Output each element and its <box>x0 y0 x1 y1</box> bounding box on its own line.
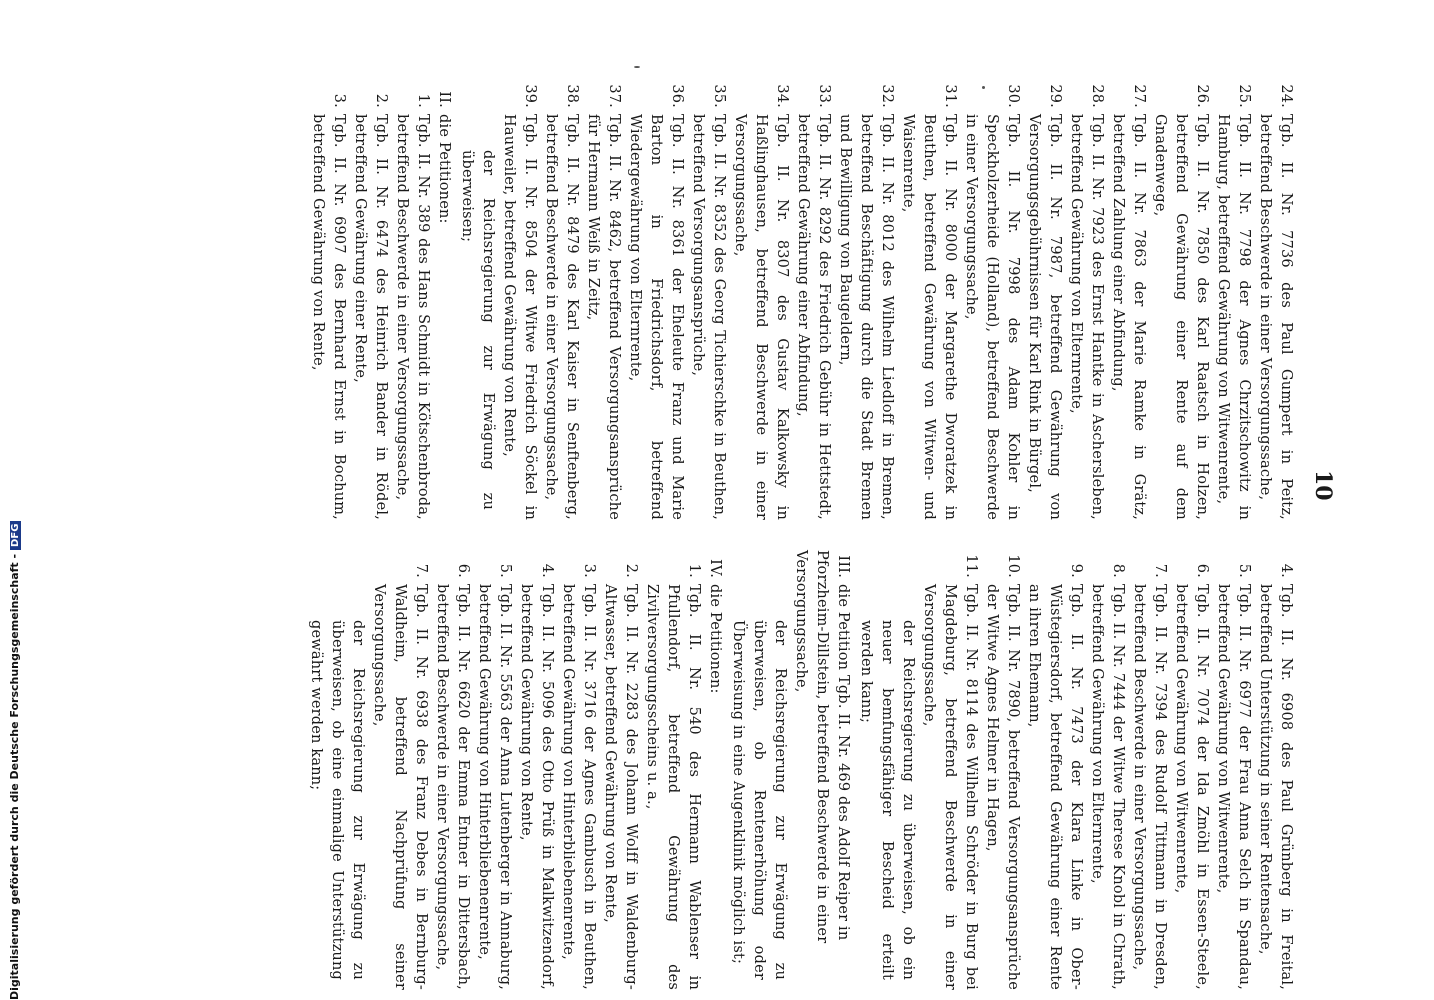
entry-number: 24. <box>1278 84 1294 108</box>
entry-text: Tgb. II. Nr. 7987, betreffend Gewährung von Versorgungsgebührnissen für Karl Rink in Bürgel, <box>1026 114 1063 520</box>
petition-entry <box>1170 550 1212 990</box>
entry-number: 30. <box>1005 84 1021 108</box>
petition-entry <box>391 80 433 520</box>
petition-entry <box>1212 80 1254 520</box>
petition-entry <box>498 80 540 520</box>
section-numeral: II. <box>436 91 452 108</box>
entry-text: Tgb. II. Nr. 8012 des Wilhelm Liedloff in Bremen, betreffend Beschäftigung durch die Stadt Bremen und Bewilligung von Baugeldern, <box>837 114 895 520</box>
entry-text: Tgb. II. Nr. 8462, betreffend Versorgungsansprüche für Hermann Weiß in Zeitz, <box>585 114 622 520</box>
petition-entry <box>431 550 473 990</box>
entry-text: Tgb. II. Nr. 6908 des Paul Grünberg in Freital, betreffend Unterstützung in seiner Rentensache, <box>1257 584 1294 990</box>
entry-number: 28. <box>1089 84 1105 108</box>
petition-entry <box>1254 550 1296 990</box>
dfg-logo: DFG <box>10 521 21 550</box>
entry-number: 35. <box>711 84 727 108</box>
entry-number: 34. <box>774 84 790 108</box>
credit-text: Digitalisierung gefördert durch die Deutsche Forschungsgemeinschaft - <box>8 553 21 1000</box>
entry-number: 4. <box>1278 563 1294 578</box>
petition-entry <box>1212 550 1254 990</box>
entry-text: Tgb. II. Nr. 2283 des Johann Wolff in Waldenburg-Altwasser, betreffend Gewährung von Rente, <box>602 584 639 990</box>
entry-text: Tgb. II. Nr. 7850 des Karl Raatsch in Holzen, betreffend Gewährung einer Rente auf dem Gnadenwege, <box>1152 114 1210 520</box>
right-column <box>305 550 1296 990</box>
entry-text: Tgb. II. Nr. 5096 des Otto Prüß in Malkwitzendorf, betreffend Gewährung von Rente, <box>518 584 555 990</box>
entry-text: Tgb. II. Nr. 6907 des Bernhard Ernst in Bochum, betreffend Gewährung von Rente, <box>310 114 347 520</box>
entry-number: 5. <box>1236 563 1252 578</box>
petition-entry <box>834 80 897 520</box>
section-numeral: IV. <box>707 559 723 578</box>
resolution-text: der Reichsregierung zur Erwägung zu überweisen; <box>459 150 496 510</box>
petition-entry <box>1128 550 1170 990</box>
petition-entry <box>515 550 557 990</box>
entry-text: Tgb. II. Nr. 8292 des Friedrich Gebühr in Hettstedt, betreffend Gewährung einer Abfindung, <box>795 114 832 520</box>
entry-text: Tgb. II. Nr. 8114 des Wilhelm Schröder in Burg bei Magdeburg, betreffend Beschwerde in einer Versorgungssache, <box>921 584 979 990</box>
section-text: die Petition Tgb. II. Nr. 469 des Adolf Reiper in Pforzheim-Dillstein, betreffend Beschwerde in einer Versorgungssache, <box>793 550 851 944</box>
scan-speck <box>634 66 640 68</box>
petition-entry <box>307 80 349 520</box>
entry-number: 29. <box>1047 84 1063 108</box>
entry-text: Tgb. II. Nr. 7444 der Witwe Therese Knobl in Chrath, betreffend Gewährung von Elternrente, <box>1089 584 1126 990</box>
entry-text: Tgb. II. Nr. 8361 der Eheleute Franz und Marie Barton in Friedrichsdorf, betreffend Wiedergewährung von Elternrente, <box>627 114 685 520</box>
petition-entry <box>1065 80 1107 520</box>
entry-number: 39. <box>522 84 538 108</box>
entry-number: 38. <box>564 84 580 108</box>
entry-number: 11. <box>963 554 979 578</box>
entry-number: 31. <box>942 84 958 108</box>
page-number: 10 <box>1310 470 1336 501</box>
petition-entry <box>981 550 1023 990</box>
entry-text: Tgb. II. Nr. 7923 des Ernst Hantke in Aschersleben, betreffend Gewährung von Elternrente, <box>1068 114 1105 520</box>
section-heading <box>433 80 454 520</box>
entry-text: Tgb. II. Nr. 7394 des Rudolf Tittmann in Dresden, betreffend Beschwerde in einer Versorgungssache, <box>1131 584 1168 990</box>
entry-number: 6. <box>455 563 471 578</box>
petition-entry <box>729 80 792 520</box>
entry-text: Tgb. II. Nr. 7074 der Ida Zmöhl in Essen-Steele, betreffend Gewährung von Witwenrente, <box>1173 584 1210 990</box>
entry-number: 37. <box>606 84 622 108</box>
petition-entry <box>599 550 641 990</box>
section-numeral: III. <box>835 555 851 578</box>
petition-entry <box>918 550 981 990</box>
entry-text: Tgb. II. Nr. 6977 der Frau Anna Selch in Spandau, betreffend Gewährung von Witwenrente, <box>1215 584 1252 990</box>
entry-text: Tgb. II. Nr. 8307 des Gustav Kalkowsky in Haßlinghausen, betreffend Beschwerde in einer Versorgungssache, <box>732 114 790 520</box>
petition-entry <box>368 550 431 990</box>
petition-entry <box>1254 80 1296 520</box>
petition-entry <box>624 80 687 520</box>
entry-text: Tgb. II. Nr. 6474 des Heinrich Bander in Rödel, betreffend Gewährung einer Rente, <box>352 114 389 520</box>
entry-number: 1. <box>686 563 702 578</box>
entry-text: Tgb. II. Nr. 5563 der Anna Lutenberger in Annaburg, betreffend Gewährung von Hinterbliebenenrente, <box>476 584 513 990</box>
entry-number: 5. <box>497 563 513 578</box>
entry-text: Tgb. II. Nr. 389 des Hans Schmidt in Kötschenbroda, betreffend Beschwerde in einer Versorgungssache, <box>394 114 431 520</box>
petition-entry <box>540 80 582 520</box>
petition-entry <box>641 550 704 990</box>
entry-text: Tgb. II. Nr. 8000 der Margarethe Dworatzek in Beuthen, betreffend Gewährung von Witwen- und Waisenrente, <box>900 114 958 520</box>
entry-text: Tgb. II. Nr. 7998 des Adam Kohler in Speckholzerheide (Holland), betreffend Beschwerde in einer Versorgungssache, <box>963 114 1021 520</box>
entry-number: 26. <box>1194 84 1210 108</box>
section-heading <box>790 550 853 990</box>
entry-number: 7. <box>413 563 429 578</box>
entry-number: 2. <box>373 93 389 108</box>
entry-number: 3. <box>581 563 597 578</box>
entry-number: 7. <box>1152 563 1168 578</box>
petition-entry <box>792 80 834 520</box>
section-text: die Petitionen: <box>707 584 723 694</box>
entry-text: Tgb. II. Nr. 7736 des Paul Gumpert in Peitz, betreffend Beschwerde in einer Versorgungssache, <box>1257 114 1294 520</box>
entry-number: 2. <box>623 563 639 578</box>
entry-number: 32. <box>879 84 895 108</box>
entry-number: 3. <box>331 93 347 108</box>
entry-number: 4. <box>539 563 555 578</box>
entry-number: 27. <box>1131 84 1147 108</box>
entry-number: 6. <box>1194 563 1210 578</box>
entry-text: Tgb. II. Nr. 7863 der Marie Ramke in Grätz, betreffend Zahlung einer Abfindung, <box>1110 114 1147 520</box>
petition-entry <box>557 550 599 990</box>
entry-number: 8. <box>1110 563 1126 578</box>
petition-entry <box>582 80 624 520</box>
petition-entry <box>473 550 515 990</box>
petition-entry <box>897 80 960 520</box>
petition-entry <box>1023 80 1065 520</box>
entry-text: Tgb. II. Nr. 7890, betreffend Versorgungsansprüche der Witwe Agnes Helmer in Hagen, <box>984 584 1021 990</box>
entry-text: Tgb. II. Nr. 540 des Hermann Wablenser in Pfullendorf, betreffend Gewährung des Zivilversorgungsscheins u. a., <box>644 584 702 990</box>
scan-speck <box>982 86 985 89</box>
entry-text: Tgb. II. Nr. 8504 der Witwe Friedrich Söckel in Hauweiler, betreffend Gewährung von Rente, <box>501 114 538 520</box>
entry-number: 33. <box>816 84 832 108</box>
entry-number: 10. <box>1005 554 1021 578</box>
entry-text: Tgb. II. Nr. 6620 der Emma Entner in Dittersbach, betreffend Beschwerde in einer Versorgungssache, <box>434 584 471 990</box>
entry-text: Tgb. II. Nr. 7798 der Agnes Chrzitschowitz in Hamburg, betreffend Gewährung von Witwenrente, <box>1215 114 1252 520</box>
resolution-text: der Reichsregierung zur Erwägung zu überweisen, ob Rentenerhöhung oder Überweisung in eine Augenklinik möglich ist; <box>730 620 788 980</box>
petition-entry <box>1149 80 1212 520</box>
digitization-credit <box>8 523 21 1000</box>
resolution-text: der Reichsregierung zu überweisen, ob ein neuer bemfungsfähiger Bescheid erteilt werden kann; <box>858 620 916 980</box>
entry-text: Tgb. II. Nr. 7473 der Klara Linke in Ober-Wüstegiersdorf, betreffend Gewährung einer Rente an ihren Ehemann, <box>1026 584 1084 990</box>
petition-entry <box>687 80 729 520</box>
entry-number: 25. <box>1236 84 1252 108</box>
entry-text: Tgb. II. Nr. 6938 des Franz Debes in Bernburg-Waldheim, betreffend Nachprüfung seiner Versorgungssache, <box>371 584 429 990</box>
petition-entry <box>1107 80 1149 520</box>
entry-text: Tgb. II. Nr. 8479 des Karl Kaiser in Senftenberg, betreffend Beschwerde in einer Versorgungssache, <box>543 114 580 520</box>
left-column <box>307 80 1296 520</box>
entry-number: 36. <box>669 84 685 108</box>
resolution-text: der Reichsregierung zur Erwägung zu überweisen, ob eine einmalige Unterstützung gewährt werden kann; <box>308 620 366 980</box>
petition-entry <box>1023 550 1086 990</box>
entry-text: Tgb. II. Nr. 3716 der Agnes Gambusch in Beuthen, betreffend Gewährung von Hinterbliebenenrente, <box>560 584 597 990</box>
entry-number: 9. <box>1068 563 1084 578</box>
petition-entry <box>1086 550 1128 990</box>
petition-entry <box>960 80 1023 520</box>
entry-text: Tgb. II. Nr. 8352 des Georg Tichierschke in Beuthen, betreffend Versorgungsansprüche, <box>690 114 727 520</box>
entry-number: 1. <box>415 93 431 108</box>
section-text: die Petitionen: <box>436 114 452 224</box>
rotated-document-page <box>40 50 1340 990</box>
section-heading <box>704 550 725 990</box>
petition-entry <box>349 80 391 520</box>
